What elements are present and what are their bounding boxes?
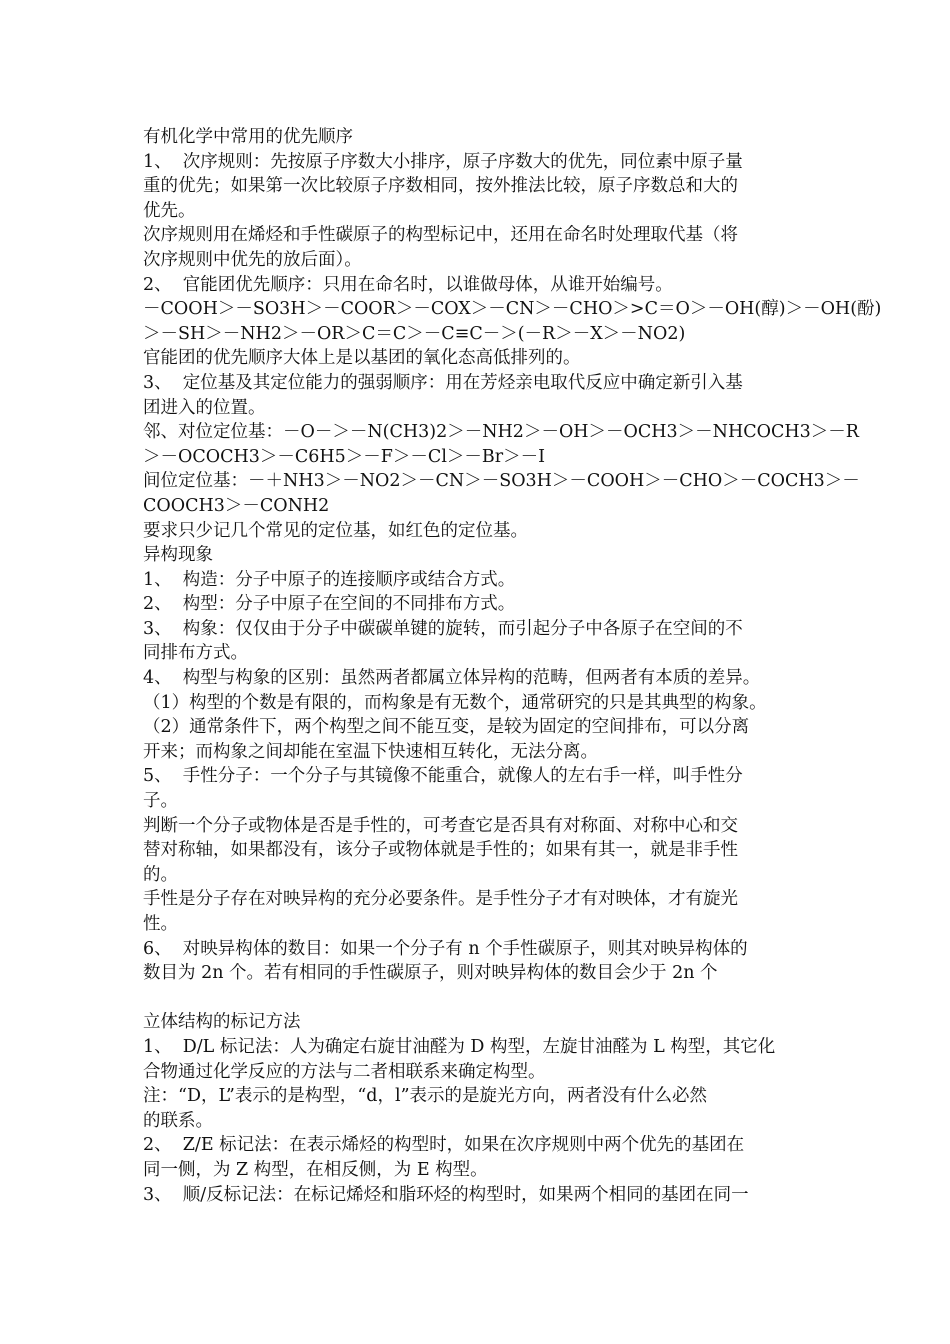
text-line: 优先。 [143,200,196,221]
formula-line: ＞－SH＞－NH2＞－OR＞C＝C＞－C≡C－＞(－R＞－X＞－NO2) [143,323,686,344]
text-line: 6、 对映异构体的数目：如果一个分子有 n 个手性碳原子，则其对映异构体的 [143,938,748,959]
text-line: 的。 [143,864,178,885]
text-line: 要求只少记几个常见的定位基，如红色的定位基。 [143,520,528,541]
section-heading: 异构现象 [143,545,213,566]
text-line: 团进入的位置。 [143,397,266,418]
text-line: 3、 顺/反标记法：在标记烯烃和脂环烃的构型时，如果两个相同的基团在同一 [143,1184,749,1205]
section-heading: 立体结构的标记方法 [143,1012,301,1033]
formula-line: 邻、对位定位基：－O－＞－N(CH3)2＞－NH2＞－OH＞－OCH3＞－NHCOCH3＞－R [143,422,859,443]
text-line: （1）构型的个数是有限的，而构象是有无数个，通常研究的只是其典型的构象。 [143,692,767,713]
text-line: 注：“D，L”表示的是构型，“d，l”表示的是旋光方向，两者没有什么必然 [143,1086,708,1107]
text-line: 手性是分子存在对映异构的充分必要条件。是手性分子才有对映体，才有旋光 [143,889,738,910]
text-line: （2）通常条件下，两个构型之间不能互变，是较为固定的空间排布，可以分离 [143,717,750,738]
text-line: 同一侧，为 Z 构型，在相反侧，为 E 构型。 [143,1159,488,1180]
text-line: 子。 [143,791,178,812]
text-line: 3、 构象：仅仅由于分子中碳碳单键的旋转，而引起分子中各原子在空间的不 [143,618,743,639]
text-line: 2、 Z/E 标记法：在表示烯烃的构型时，如果在次序规则中两个优先的基团在 [143,1135,745,1156]
text-line: 合物通过化学反应的方法与二者相联系来确定构型。 [143,1061,546,1082]
text-line: 同排布方式。 [143,643,248,664]
blank-line [143,986,823,1011]
text-line: 替对称轴，如果都没有，该分子或物体就是手性的；如果有其一，就是非手性 [143,840,738,861]
text-line: 1、 构造：分子中原子的连接顺序或结合方式。 [143,569,516,590]
text-line: 性。 [143,914,178,934]
text-line: 数目为 2n 个。若有相同的手性碳原子，则对映异构体的数目会少于 2n 个 [143,963,718,984]
text-line: 重的优先；如果第一次比较原子序数相同，按外推法比较，原子序数总和大的 [143,176,738,197]
formula-line: COOCH3＞－CONH2 [143,495,330,516]
text-line: 次序规则用在烯烃和手性碳原子的构型标记中，还用在命名时处理取代基（将 [143,225,738,246]
text-line: 2、 构型：分子中原子在空间的不同排布方式。 [143,594,516,615]
doc-title: 有机化学中常用的优先顺序 [143,127,353,147]
text-line: 官能团的优先顺序大体上是以基团的氧化态高低排列的。 [143,348,581,369]
text-line: 次序规则中优先的放后面）。 [143,249,362,270]
formula-line: 间位定位基：－＋NH3＞－NO2＞－CN＞－SO3H＞－COOH＞－CHO＞－COCH3＞－ [143,471,860,492]
text-line: 3、 定位基及其定位能力的强弱顺序：用在芳烃亲电取代反应中确定新引入基 [143,372,743,393]
document-body [143,125,882,1207]
text-line: 1、 次序规则：先按原子序数大小排序，原子序数大的优先，同位素中原子量 [143,151,743,172]
text-line: 1、 D/L 标记法：人为确定右旋甘油醛为 D 构型，左旋甘油醛为 L 构型，其它化 [143,1036,776,1057]
text-line: 开来；而构象之间却能在室温下快速相互转化，无法分离。 [143,741,598,762]
text-line: 的联系。 [143,1110,213,1131]
text-line: 2、 官能团优先顺序：只用在命名时，以谁做母体，从谁开始编号。 [143,274,673,295]
text-line: 5、 手性分子：一个分子与其镜像不能重合，就像人的左右手一样，叫手性分 [143,766,743,787]
text-line: 判断一个分子或物体是否是手性的，可考查它是否具有对称面、对称中心和交 [143,815,738,836]
text-line: 4、 构型与构象的区别：虽然两者都属立体异构的范畴，但两者有本质的差异。 [143,668,761,689]
formula-line: －COOH＞－SO3H＞－COOR＞－COX＞－CN＞－CHO＞>C＝O＞－OH(醇)＞－OH(酚) [143,299,882,320]
formula-line: ＞－OCOCH3＞－C6H5＞－F＞－Cl＞－Br＞－I [143,446,546,467]
